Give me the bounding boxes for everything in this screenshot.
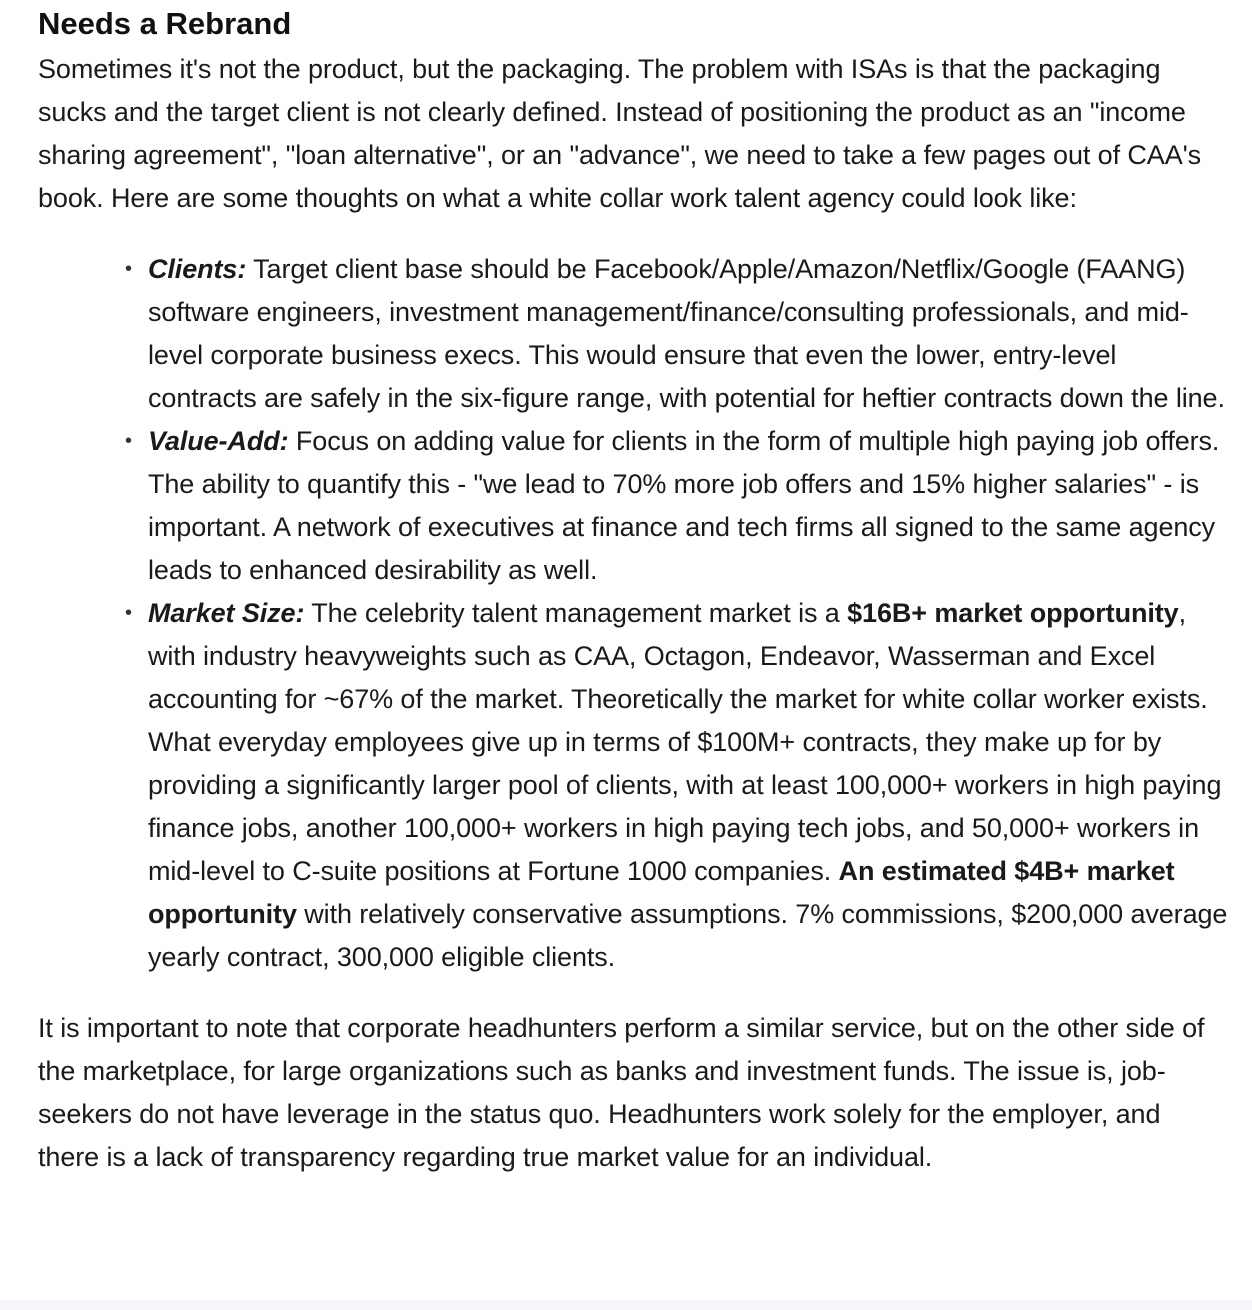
list-item-clients [125,248,1228,420]
bullet-text: Focus on adding value for clients in the form of multiple high paying job offers. The ability to quantify this - "we lead to 70% more job offers and 15% higher salaries" - is important. A network of executives at finance and tech firms all signed to the same agency leads to enhanced desirability as well. [148,426,1220,585]
bottom-strip [0,1300,1252,1310]
bullet-term: Value-Add: [148,426,289,456]
bullet-term: Clients: [148,254,247,284]
bullet-text: with relatively conservative assumptions. 7% commissions, $200,000 average yearly contract, 300,000 eligible clients. [148,899,1228,972]
list-item-market-size [125,592,1228,979]
list-item-value-add [125,420,1228,592]
bullet-highlight: $16B+ market opportunity [847,598,1179,628]
bullet-icon: • [125,602,132,624]
article-section [38,0,1228,1179]
bullet-highlight: An estimated $4B+ market opportunity [148,856,1175,929]
section-heading: Needs a Rebrand [38,6,292,41]
bullet-text: The celebrity talent management market is a [304,598,848,628]
intro-paragraph: Sometimes it's not the product, but the packaging. The problem with ISAs is that the packaging sucks and the target client is not clearly defined. Instead of positioning the product as an "income sharing agreement", "loan alternative", or an "advance", we need to take a few pages out of CAA's book. Here are some thoughts on what a white collar work talent agency could look like: [38,54,1202,213]
bullet-list [38,248,1228,979]
bullet-term: Market Size: [148,598,305,628]
bullet-icon: • [125,258,132,280]
bullet-text: , with industry heavyweights such as CAA, Octagon, Endeavor, Wasserman and Excel accounting for ~67% of the market. Theoretically the market for white collar worker exists. What everyday employees give up in terms of $100M+ contracts, they make up for by providing a significantly larger pool of clients, with at least 100,000+ workers in high paying finance jobs, another 100,000+ workers in high paying tech jobs, and 50,000+ workers in mid-level to C-suite positions at Fortune 1000 companies. [148,598,1222,886]
closing-paragraph: It is important to note that corporate headhunters perform a similar service, but on the other side of the marketplace, for large organizations such as banks and investment funds. The issue is, job-seekers do not have leverage in the status quo. Headhunters work solely for the employer, and there is a lack of transparency regarding true market value for an individual. [38,1013,1205,1172]
bullet-icon: • [125,430,132,452]
bullet-text: Target client base should be Facebook/Apple/Amazon/Netflix/Google (FAANG) software engineers, investment management/finance/consulting professionals, and mid-level corporate business execs. This would ensure that even the lower, entry-level contracts are safely in the six-figure range, with potential for heftier contracts down the line. [148,254,1225,413]
